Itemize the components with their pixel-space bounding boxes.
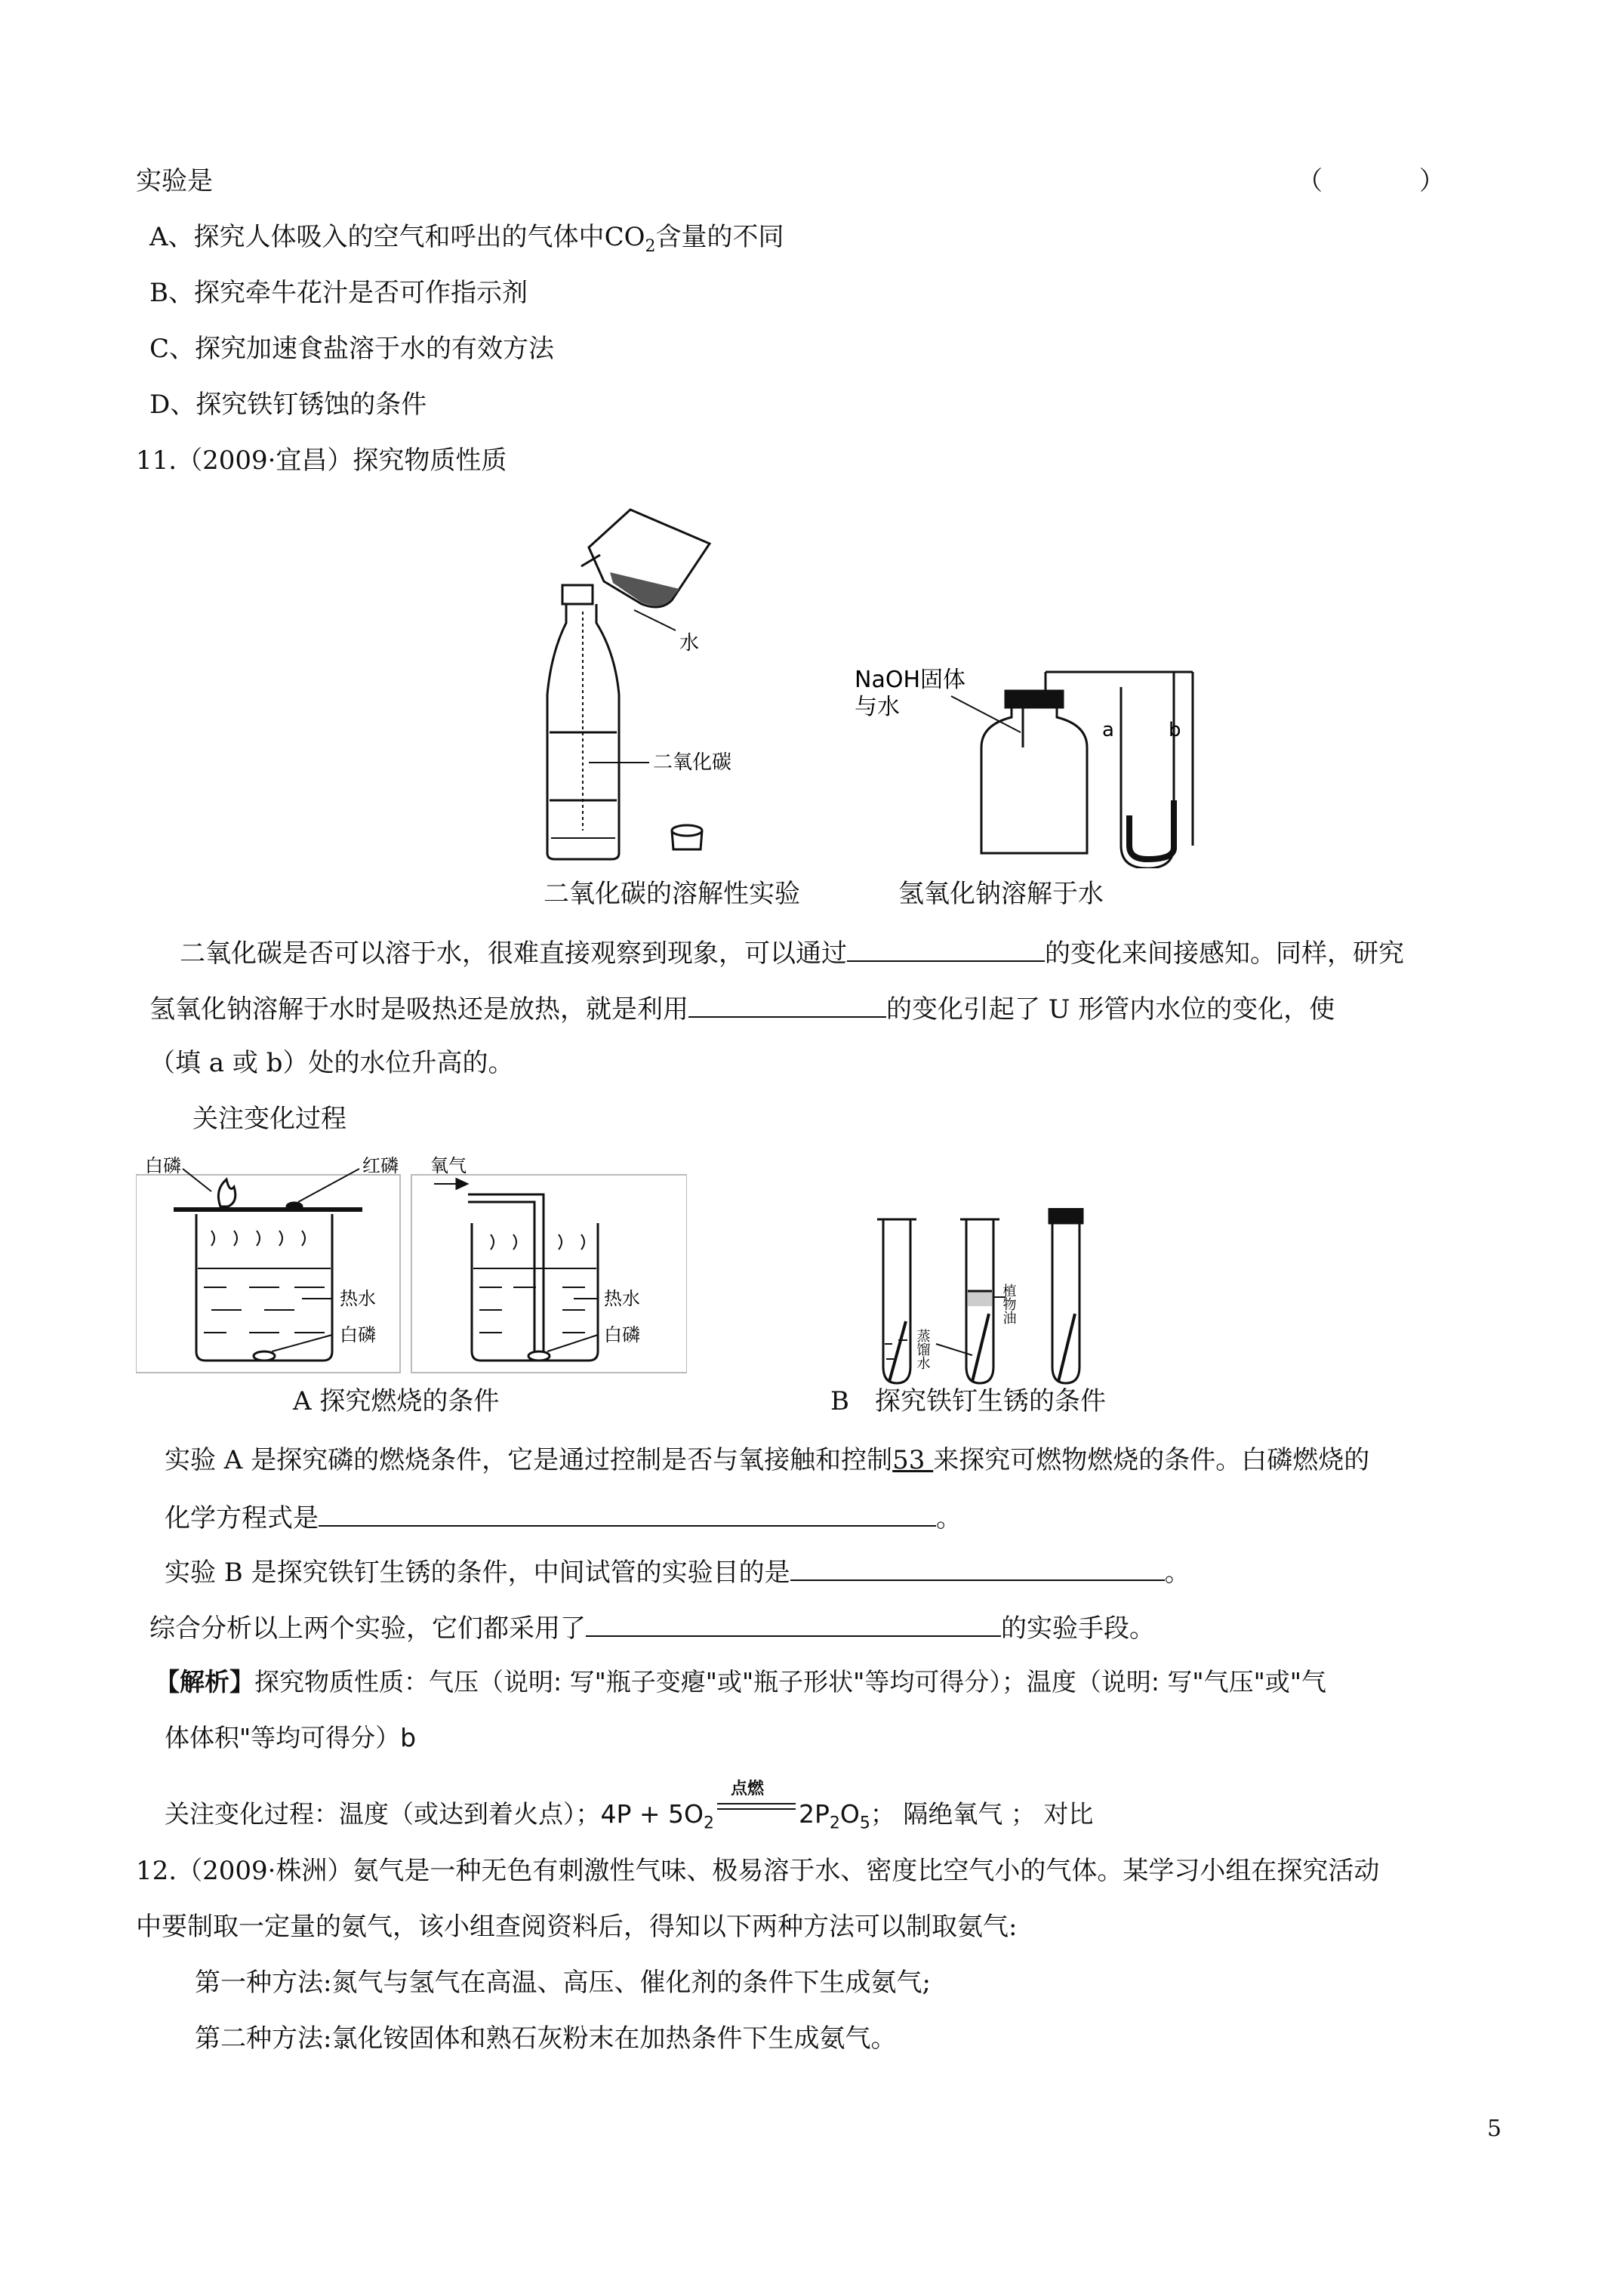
reaction-condition: 点燃 <box>731 1780 765 1798</box>
summary-line: 综合分析以上两个实验，它们都采用了 的实验手段。 <box>149 1610 1155 1645</box>
analysis-line1: 【解析】探究物质性质：气压（说明: 写"瓶子变瘪"或"瓶子形状"等均可得分）；温度（说明: 写"气压"或"气 <box>155 1667 1326 1697</box>
label-oxygen: 氧气 <box>430 1155 467 1176</box>
test-tube-2-icon <box>960 1219 999 1383</box>
label-naoh-line2: 与水 <box>855 694 900 720</box>
option-b: B、探究牵牛花汁是否可作指示剂 <box>149 278 528 308</box>
label-white-phosphorus-2: 白磷 <box>340 1324 376 1345</box>
label-white-phosphorus-3: 白磷 <box>604 1324 640 1345</box>
para1-line1: 二氧化碳是否可以溶于水，很难直接观察到现象，可以通过 的变化来间接感知。同样，研究 <box>180 935 1404 970</box>
blank-2[interactable] <box>688 991 886 1018</box>
caption-co2-solubility: 二氧化碳的溶解性实验 <box>544 879 800 909</box>
section-title-change-process: 关注变化过程 <box>192 1104 346 1134</box>
reaction-arrow <box>714 1780 799 1823</box>
beaker-pouring-icon <box>581 510 710 607</box>
blank-1[interactable] <box>847 935 1045 962</box>
para1-line2: 氢氧化钠溶解于水时是吸热还是放热，就是利用 的变化引起了 U 形管内水位的变化，使 <box>149 991 1335 1026</box>
flask-icon <box>981 672 1193 853</box>
caption-rusting: B 探究铁钉生锈的条件 <box>830 1386 1106 1416</box>
label-white-phosphorus: 白磷 <box>145 1155 181 1176</box>
option-a: A、探究人体吸入的空气和呼出的气体中$CO_2$含量的不同 <box>149 222 784 256</box>
exp-a-line1: 实验 A 是探究磷的燃烧条件，它是通过控制是否与氧接触和控制53 来探究可燃物燃烧的条件。白磷燃烧的 <box>165 1445 1370 1475</box>
exp-b-line: 实验 B 是探究铁钉生锈的条件，中间试管的实验目的是 。 <box>165 1554 1190 1589</box>
q12-method1: 第一种方法:氮气与氢气在高温、高压、催化剂的条件下生成氨气; <box>195 1968 931 1998</box>
analysis-line3: 关注变化过程：温度（或达到着火点）；$4P + 5O_2$ 点燃 $2P_2O_5$； 隔绝氧气 ； 对比 <box>165 1797 1093 1841</box>
label-b: b <box>1169 719 1181 741</box>
label-hot-water: 热水 <box>340 1288 376 1309</box>
bottle-cap-icon <box>672 825 702 849</box>
figure-combustion <box>136 1148 687 1374</box>
q10-stem-tail: 实验是 <box>136 166 213 196</box>
para1-line3: （填 a 或 b）处的水位升高的。 <box>149 1048 514 1078</box>
caption-combustion: A 探究燃烧的条件 <box>293 1386 500 1416</box>
answer-paren-close: ） <box>1419 166 1445 196</box>
page-number: 5 <box>1487 2116 1502 2142</box>
figure-dissolution-experiments <box>528 498 1208 868</box>
label-a: a <box>1102 719 1114 741</box>
option-c: C、探究加速食盐溶于水的有效方法 <box>149 334 555 364</box>
exp-a-line2: 化学方程式是 。 <box>165 1499 962 1535</box>
option-d: D、探究铁钉锈蚀的条件 <box>149 390 427 420</box>
blank-purpose[interactable] <box>790 1554 1165 1581</box>
test-tube-1-icon <box>877 1219 916 1383</box>
analysis-line2: 体体积"等均可得分）b <box>165 1723 417 1752</box>
q12-line2: 中要制取一定量的氨气，该小组查阅资料后，得知以下两种方法可以制取氨气: <box>136 1912 1018 1942</box>
label-naoh-line1: NaOH固体 <box>855 667 965 693</box>
q12-line1: 12.（2009·株洲）氨气是一种无色有刺激性气味、极易溶于水、密度比空气小的气体。某学习小组在探究活动 <box>136 1856 1380 1886</box>
label-water: 水 <box>679 632 700 655</box>
beaker-oxygen-tube-icon <box>434 1179 598 1361</box>
u-tube-icon <box>1121 672 1193 868</box>
test-tube-3-icon <box>1049 1208 1083 1383</box>
q12-method2: 第二种方法:氯化铵固体和熟石灰粉末在加热条件下生成氨气。 <box>195 2023 897 2054</box>
answer-paren-open: （ <box>1297 166 1323 196</box>
label-red-phosphorus: 红磷 <box>362 1155 399 1176</box>
plastic-bottle-icon <box>547 585 619 859</box>
label-distilled-water: 蒸馏水 <box>914 1329 931 1370</box>
blank-equation[interactable] <box>319 1499 936 1527</box>
figure-rusting <box>861 1208 1110 1389</box>
label-vegetable-oil: 植物油 <box>1000 1284 1017 1324</box>
q11-title: 11.（2009·宜昌）探究物质性质 <box>136 445 507 476</box>
label-co2: 二氧化碳 <box>653 751 732 774</box>
beaker-with-plate-icon <box>174 1179 362 1361</box>
blank-method[interactable] <box>586 1610 1001 1637</box>
label-hot-water-2: 热水 <box>604 1288 640 1309</box>
caption-naoh-dissolution: 氢氧化钠溶解于水 <box>898 879 1104 909</box>
